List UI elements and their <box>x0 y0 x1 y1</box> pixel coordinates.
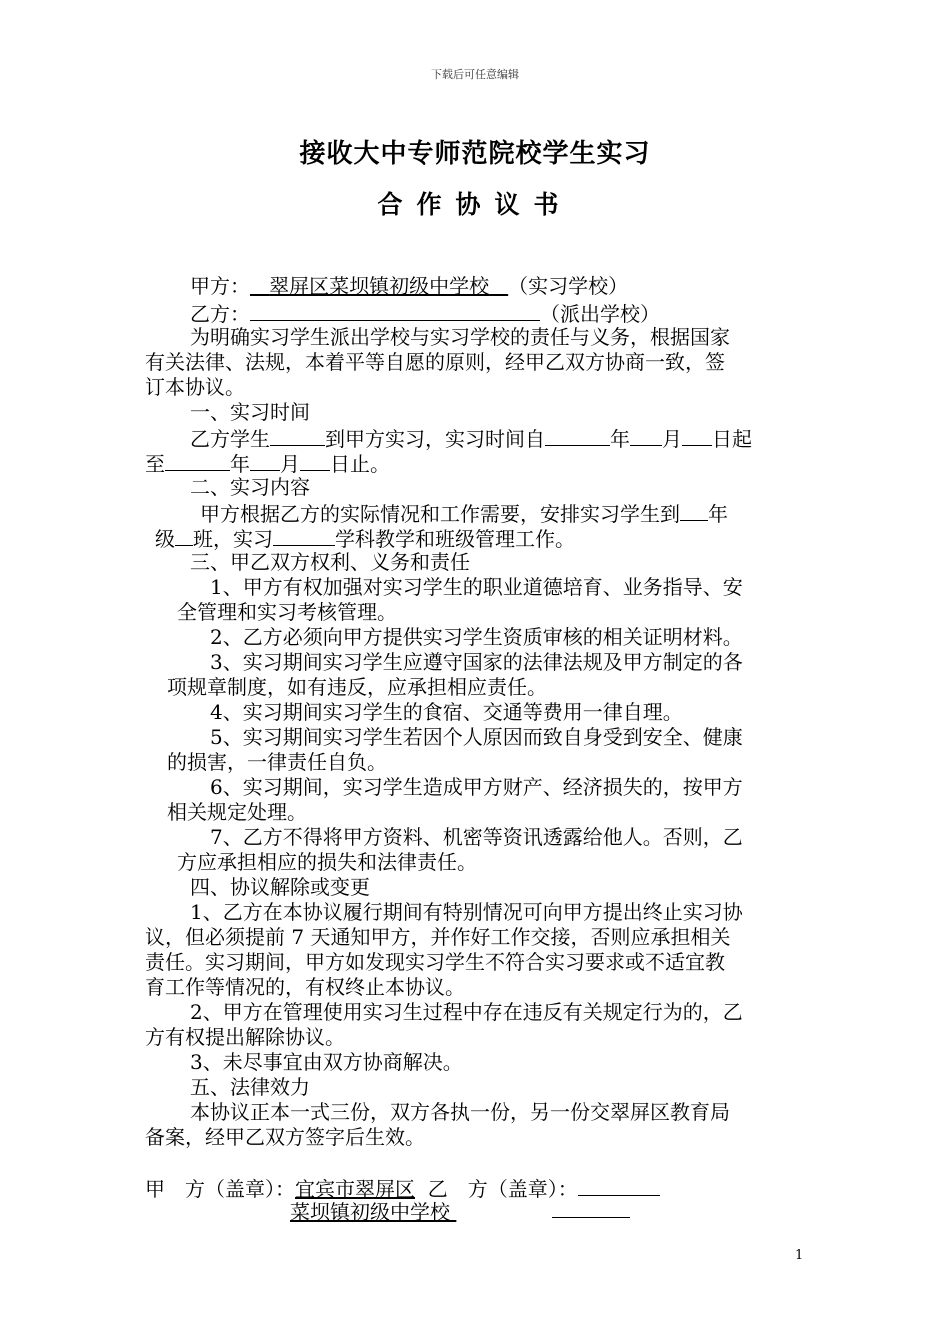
party-b-seal-label: 乙 方（盖章）： <box>427 1177 578 1201</box>
section2-line-2: 级 班，实习 学科教学和班级管理工作。 <box>155 527 575 551</box>
section3-item5-line2: 的损害，一律责任自负。 <box>167 750 387 774</box>
section5-line2: 备案，经甲乙双方签字后生效。 <box>145 1125 425 1149</box>
section4-p1-line3: 责任。实习期间，甲方如发现实习学生不符合实习要求或不适宜教 <box>145 950 725 974</box>
blank-grade <box>680 500 708 521</box>
section2-line-1: 甲方根据乙方的实际情况和工作需要，安排实习学生到 年 <box>200 502 728 526</box>
party-b-seal-blank-1 <box>578 1175 660 1196</box>
blank-start-year <box>545 425 610 446</box>
intro-line-2: 有关法律、法规，本着平等自愿的原则，经甲乙双方协商一致，签 <box>145 350 725 374</box>
party-b-seal-blank-2 <box>552 1197 630 1218</box>
section3-item3-line2: 项规章制度，如有违反，应承担相应责任。 <box>167 675 547 699</box>
party-b-role: （派出学校） <box>540 302 660 326</box>
section1-line-1: 乙方学生 到甲方实习，实习时间自 年 月 日起 <box>190 427 752 451</box>
section3-item6-line2: 相关规定处理。 <box>167 800 307 824</box>
party-b-name-blank <box>250 300 540 321</box>
party-a-seal-name-1: 宜宾市翠屏区 <box>295 1177 415 1201</box>
blank-end-year <box>165 450 230 471</box>
section2-heading: 二、实习内容 <box>190 475 310 499</box>
blank-subject <box>273 525 335 546</box>
section5-line1: 本协议正本一式三份，双方各执一份，另一份交翠屏区教育局 <box>190 1100 730 1124</box>
document-subtitle: 合作协议书 <box>377 190 573 219</box>
document-title: 接收大中专师范院校学生实习 <box>299 139 651 169</box>
section4-p1-line2: 议，但必须提前 7 天通知甲方，并作好工作交接，否则应承担相关 <box>145 925 731 949</box>
section1-heading: 一、实习时间 <box>190 400 310 424</box>
section3-item6-line1: 6、实习期间，实习学生造成甲方财产、经济损失的，按甲方 <box>210 775 743 799</box>
section4-p2-line1: 2、甲方在管理使用实习生过程中存在违反有关规定行为的，乙 <box>190 1000 743 1024</box>
section3-item3-line1: 3、实习期间实习学生应遵守国家的法律法规及甲方制定的各 <box>210 650 743 674</box>
section4-p2-line2: 方有权提出解除协议。 <box>145 1025 345 1049</box>
party-a-label: 甲方： <box>190 274 250 298</box>
section3-item7-line1: 7、乙方不得将甲方资料、机密等资讯透露给他人。否则，乙 <box>210 825 743 849</box>
section3-item7-line2: 方应承担相应的损失和法律责任。 <box>177 850 477 874</box>
intro-line-3: 订本协议。 <box>145 375 245 399</box>
party-a-role: （实习学校） <box>508 274 629 298</box>
party-b-line <box>190 300 660 327</box>
section4-p3: 3、未尽事宜由双方协商解决。 <box>190 1050 463 1074</box>
section4-p1-line1: 1、乙方在本协议履行期间有特别情况可向甲方提出终止实习协 <box>190 900 743 924</box>
party-b-label: 乙方： <box>190 302 250 326</box>
blank-class <box>175 525 193 546</box>
signature-line-2 <box>290 1200 456 1225</box>
party-a-line <box>190 274 628 299</box>
party-a-seal-name-2: 菜坝镇初级中学校 <box>290 1200 450 1224</box>
section3-item4: 4、实习期间实习学生的食宿、交通等费用一律自理。 <box>210 700 683 724</box>
page-number: 1 <box>795 1248 804 1263</box>
blank-end-day <box>300 450 330 471</box>
party-a-seal-label: 甲 方（盖章）： <box>145 1177 295 1201</box>
section1-line-2: 至 年 月 日止。 <box>145 452 390 476</box>
section3-item1-line2: 全管理和实习考核管理。 <box>177 600 397 624</box>
section3-item1-line1: 1、甲方有权加强对实习学生的职业道德培育、业务指导、安 <box>210 575 743 599</box>
section3-heading: 三、甲乙双方权利、义务和责任 <box>190 550 470 574</box>
section3-item5-line1: 5、实习期间实习学生若因个人原因而致自身受到安全、健康 <box>210 725 743 749</box>
section3-item2: 2、乙方必须向甲方提供实习学生资质审核的相关证明材料。 <box>210 625 743 649</box>
section4-p1-line4: 育工作等情况的，有权终止本协议。 <box>145 975 465 999</box>
blank-start-day <box>682 425 712 446</box>
blank-student-count <box>270 425 325 446</box>
header-note: 下载后可任意编辑 <box>431 68 519 81</box>
blank-end-month <box>250 450 280 471</box>
section4-heading: 四、协议解除或变更 <box>190 875 370 899</box>
party-a-name: 翠屏区菜坝镇初级中学校 <box>269 274 490 298</box>
section5-heading: 五、法律效力 <box>190 1075 310 1099</box>
intro-line-1: 为明确实习学生派出学校与实习学校的责任与义务，根据国家 <box>190 325 730 349</box>
blank-start-month <box>630 425 662 446</box>
